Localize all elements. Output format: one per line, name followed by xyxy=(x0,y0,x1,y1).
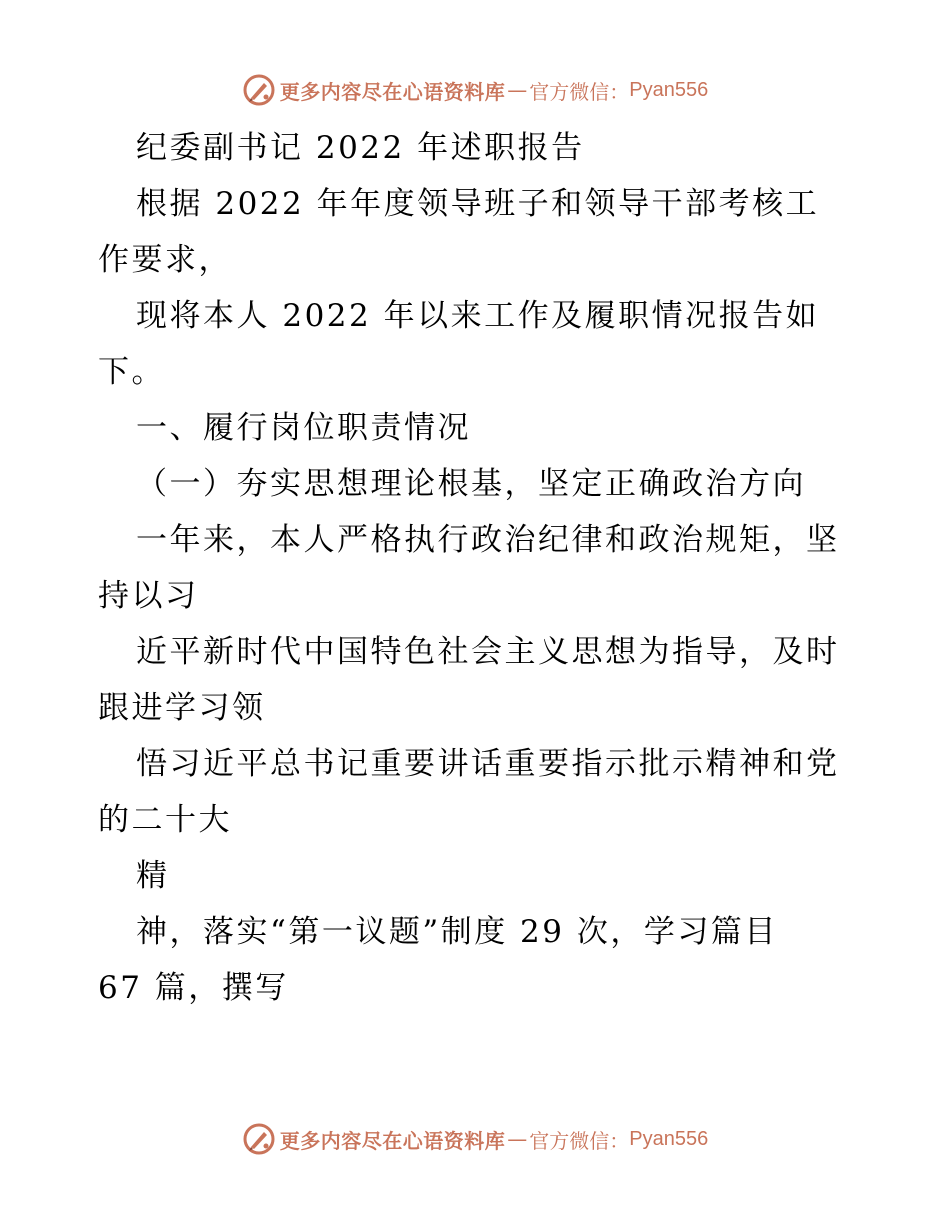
subsection-heading: （一）夯实思想理论根基，坚定正确政治方向 xyxy=(136,466,806,502)
text-line: 神，落实“第一议题”制度 29 次，学习篇目 xyxy=(136,914,778,950)
banner-wechat-id: Pyan556 xyxy=(629,1127,709,1150)
text-line: 根据 2022 年年度领导班子和领导干部考核工 xyxy=(136,186,820,222)
banner-separator: — xyxy=(507,1127,528,1151)
text-line: 持以习 xyxy=(98,578,199,614)
document-body xyxy=(98,120,858,1016)
banner-separator: — xyxy=(507,78,528,102)
text-line: 近平新时代中国特色社会主义思想为指导，及时 xyxy=(136,634,840,670)
text-line: 跟进学习领 xyxy=(98,690,266,726)
text-line: 悟习近平总书记重要讲话重要指示批示精神和党 xyxy=(136,746,840,782)
text-line: 的二十大 xyxy=(98,802,232,838)
document-title: 纪委副书记 2022 年述职报告 xyxy=(136,130,585,166)
text-line: 下。 xyxy=(98,354,165,390)
header-banner xyxy=(0,68,950,112)
banner-brand: 更多内容尽在心语资料库 xyxy=(279,1128,506,1153)
banner-brand: 更多内容尽在心语资料库 xyxy=(279,79,506,104)
text-line: 现将本人 2022 年以来工作及履职情况报告如 xyxy=(136,298,820,334)
banner-official-label: 官方微信： xyxy=(529,79,630,104)
section-heading: 一、履行岗位职责情况 xyxy=(136,410,471,446)
footer-banner xyxy=(0,1117,950,1161)
pen-logo-icon xyxy=(242,1122,276,1156)
banner-wechat-id: Pyan556 xyxy=(629,78,709,101)
text-line: 精 xyxy=(136,858,170,894)
pen-logo-icon xyxy=(242,73,276,107)
banner-official-label: 官方微信： xyxy=(529,1128,630,1153)
text-line: 作要求， xyxy=(98,242,232,278)
text-line: 一年来，本人严格执行政治纪律和政治规矩，坚 xyxy=(136,522,840,558)
text-line: 67 篇，撰写 xyxy=(98,970,289,1006)
